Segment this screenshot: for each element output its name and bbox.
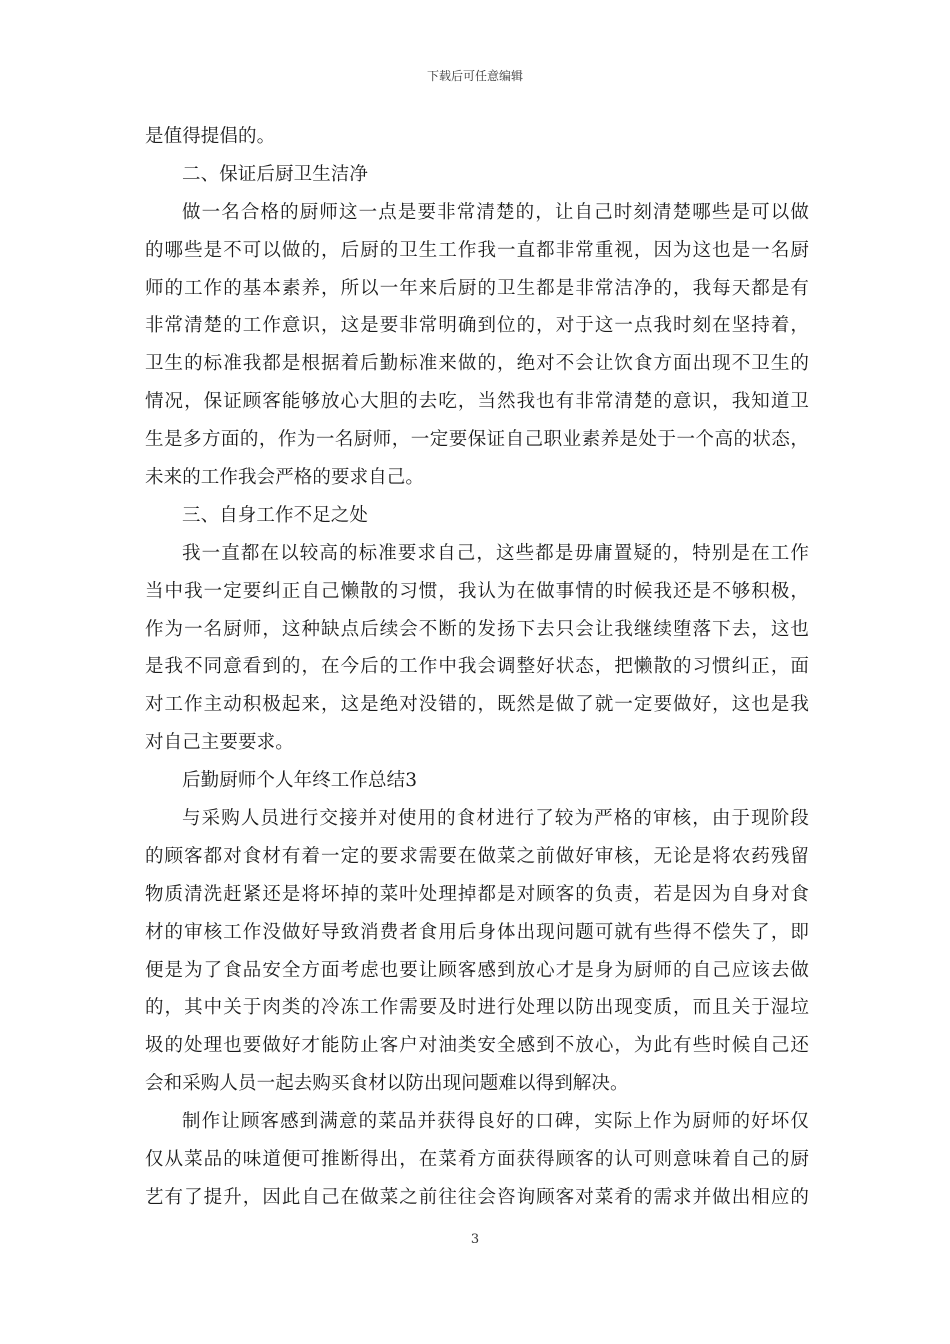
text-line: 材的审核工作没做好导致消费者食用后身体出现问题可就有些得不偿失了，即 (145, 921, 809, 943)
text-line: 的哪些是不可以做的，后厨的卫生工作我一直都非常重视，因为这也是一名厨 (145, 239, 809, 261)
text-line: 情况，保证顾客能够放心大胆的去吃，当然我也有非常清楚的意识，我知道卫 (145, 391, 809, 413)
text-line: 卫生的标准我都是根据着后勤标准来做的，绝对不会让饮食方面出现不卫生的 (145, 353, 809, 375)
text-line: 制作让顾客感到满意的菜品并获得良好的口碑，实际上作为厨师的好坏仅 (182, 1111, 809, 1133)
text-line: 师的工作的基本素养，所以一年来后厨的卫生都是非常洁净的，我每天都是有 (145, 277, 809, 299)
text-line: 仅从菜品的味道便可推断得出，在菜肴方面获得顾客的认可则意味着自己的厨 (145, 1149, 809, 1171)
text-line: 会和采购人员一起去购买食材以防出现问题难以得到解决。 (145, 1073, 629, 1095)
text-line: 当中我一定要纠正自己懒散的习惯，我认为在做事情的时候我还是不够积极， (145, 580, 809, 602)
text-line: 做一名合格的厨师这一点是要非常清楚的，让自己时刻清楚哪些是可以做 (182, 201, 809, 223)
text-line: 便是为了食品安全方面考虑也要让顾客感到放心才是身为厨师的自己应该去做 (145, 959, 809, 981)
text-line: 是我不同意看到的，在今后的工作中我会调整好状态，把懒散的习惯纠正，面 (145, 656, 809, 678)
text-line: 物质清洗赶紧还是将坏掉的菜叶处理掉都是对顾客的负责，若是因为自身对食 (145, 883, 809, 905)
document-body (145, 118, 809, 1217)
text-line: 对工作主动积极起来，这是绝对没错的，既然是做了就一定要做好，这也是我 (145, 694, 809, 716)
text-line: 艺有了提升，因此自己在做菜之前往往会咨询顾客对菜肴的需求并做出相应的 (145, 1186, 809, 1208)
text-line: 作为一名厨师，这种缺点后续会不断的发扬下去只会让我继续堕落下去，这也 (145, 618, 809, 640)
header-note: 下载后可任意编辑 (426, 69, 523, 83)
text-line: 后勤厨师个人年终工作总结3 (182, 770, 418, 792)
text-line: 的顾客都对食材有着一定的要求需要在做菜之前做好审核，无论是将农药残留 (145, 845, 809, 867)
text-line: 未来的工作我会严格的要求自己。 (145, 467, 425, 489)
text-line: 我一直都在以较高的标准要求自己，这些都是毋庸置疑的，特别是在工作 (182, 542, 809, 564)
text-line: 三、自身工作不足之处 (182, 504, 369, 526)
text-line: 二、保证后厨卫生洁净 (182, 163, 369, 185)
page-number: 3 (470, 1232, 480, 1247)
text-line: 非常清楚的工作意识，这是要非常明确到位的，对于这一点我时刻在坚持着， (145, 315, 809, 337)
text-line: 的，其中关于肉类的冷冻工作需要及时进行处理以防出现变质，而且关于湿垃 (145, 997, 809, 1019)
text-line: 对自己主要要求。 (145, 732, 294, 754)
text-line: 生是多方面的，作为一名厨师，一定要保证自己职业素养是处于一个高的状态， (145, 429, 809, 451)
text-line: 与采购人员进行交接并对使用的食材进行了较为严格的审核，由于现阶段 (182, 808, 809, 830)
text-line: 是值得提倡的。 (145, 126, 276, 147)
text-line: 圾的处理也要做好才能防止客户对油类安全感到不放心，为此有些时候自己还 (145, 1035, 809, 1057)
